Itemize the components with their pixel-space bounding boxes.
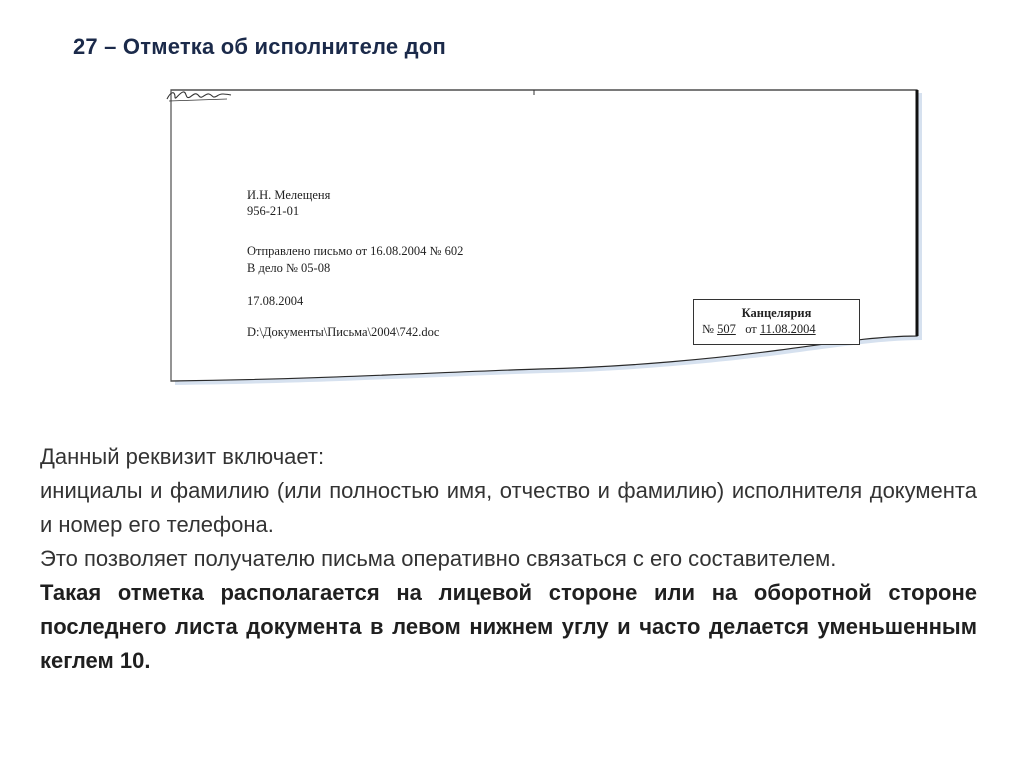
registration-stamp xyxy=(693,299,860,345)
signature-scribble xyxy=(165,88,235,104)
document-sample-figure xyxy=(165,88,927,398)
stamp-date-label: от xyxy=(745,322,757,336)
executor-phone: 956-21-01 xyxy=(247,204,300,218)
sent-note: Отправлено письмо от 16.08.2004 № 602 xyxy=(247,244,464,258)
body-paragraph-2: Это позволяет получателю письма оперативно связаться с его составителем. xyxy=(40,546,837,571)
slide-body xyxy=(40,440,977,678)
stamp-number-label: № xyxy=(702,322,714,336)
stamp-number-value: 507 xyxy=(717,322,736,336)
stamp-title: Канцелярия xyxy=(741,306,812,320)
file-note: В дело № 05-08 xyxy=(247,261,331,275)
body-paragraph-3: Такая отметка располагается на лицевой стороне или на оборотной стороне последнего листа документа в левом нижнем углу и часто делается уменьшенным кеглем 10. xyxy=(40,580,977,673)
slide-title: 27 – Отметка об исполнителе доп xyxy=(73,34,446,59)
document-sheet-drawing xyxy=(165,88,927,398)
body-paragraph-1: инициалы и фамилию (или полностью имя, отчество и фамилию) исполнителя документа и номер его телефона. xyxy=(40,478,977,537)
stamp-date-value: 11.08.2004 xyxy=(759,322,816,336)
stamp-registration-line xyxy=(702,322,816,337)
file-path: D:\Документы\Письма\2004\742.doc xyxy=(247,325,440,339)
executor-name: И.Н. Мелещеня xyxy=(247,188,331,202)
body-intro: Данный реквизит включает: xyxy=(40,444,325,469)
note-date: 17.08.2004 xyxy=(247,294,304,308)
